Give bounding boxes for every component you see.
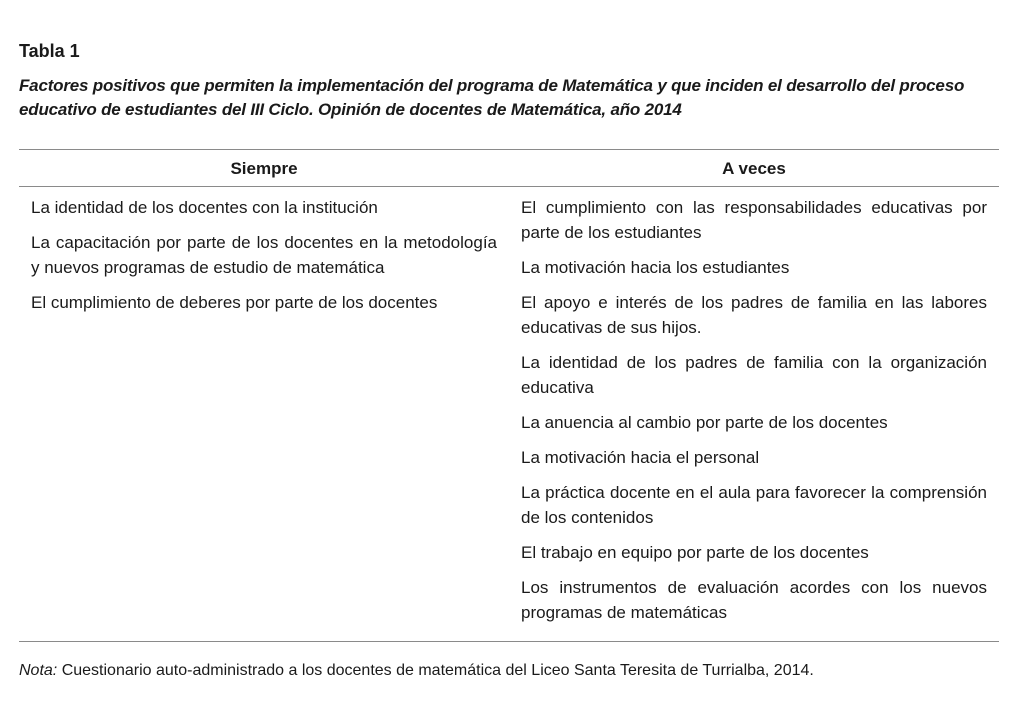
list-item: El trabajo en equipo por parte de los docentes — [521, 543, 869, 562]
note-text: Cuestionario auto-administrado a los docentes de matemática del Liceo Santa Teresita de Turrialba, 2014. — [57, 662, 814, 679]
list-item: Los instrumentos de evaluación acordes con los nuevos programas de matemáticas — [521, 578, 987, 622]
list-item: La práctica docente en el aula para favorecer la comprensión de los contenidos — [521, 483, 987, 527]
list-item: La identidad de los padres de familia con la organización educativa — [521, 353, 987, 397]
list-item: La motivación hacia el personal — [521, 448, 760, 467]
a-veces-list — [509, 195, 999, 625]
column-header-a-veces: A veces — [509, 150, 999, 187]
table-label: Tabla 1 — [19, 41, 80, 61]
list-item: El apoyo e interés de los padres de familia en las labores educativas de sus hijos. — [521, 293, 987, 337]
list-item: El cumplimiento de deberes por parte de los docentes — [31, 293, 438, 312]
column-header-siempre: Siempre — [19, 150, 509, 187]
table-note — [19, 659, 999, 683]
note-label: Nota: — [19, 662, 58, 679]
list-item: El cumplimiento con las responsabilidades educativas por parte de los estudiantes — [521, 198, 987, 242]
document-page — [19, 38, 999, 683]
list-item: La motivación hacia los estudiantes — [521, 258, 790, 277]
list-item: La capacitación por parte de los docentes en la metodología y nuevos programas de estudio de matemática — [31, 233, 497, 277]
siempre-cell — [19, 187, 509, 642]
a-veces-cell — [509, 187, 999, 642]
list-item: La identidad de los docentes con la institución — [31, 198, 378, 217]
factors-table — [19, 149, 999, 642]
table-body-row — [19, 187, 999, 642]
siempre-list — [19, 195, 509, 315]
table-header-row — [19, 150, 999, 187]
list-item: La anuencia al cambio por parte de los docentes — [521, 413, 888, 432]
table-caption: Factores positivos que permiten la implementación del programa de Matemática y que inciden el desarrollo del proceso educativo de estudiantes del III Ciclo. Opinión de docentes de Matemática, año 2014 — [19, 76, 965, 119]
